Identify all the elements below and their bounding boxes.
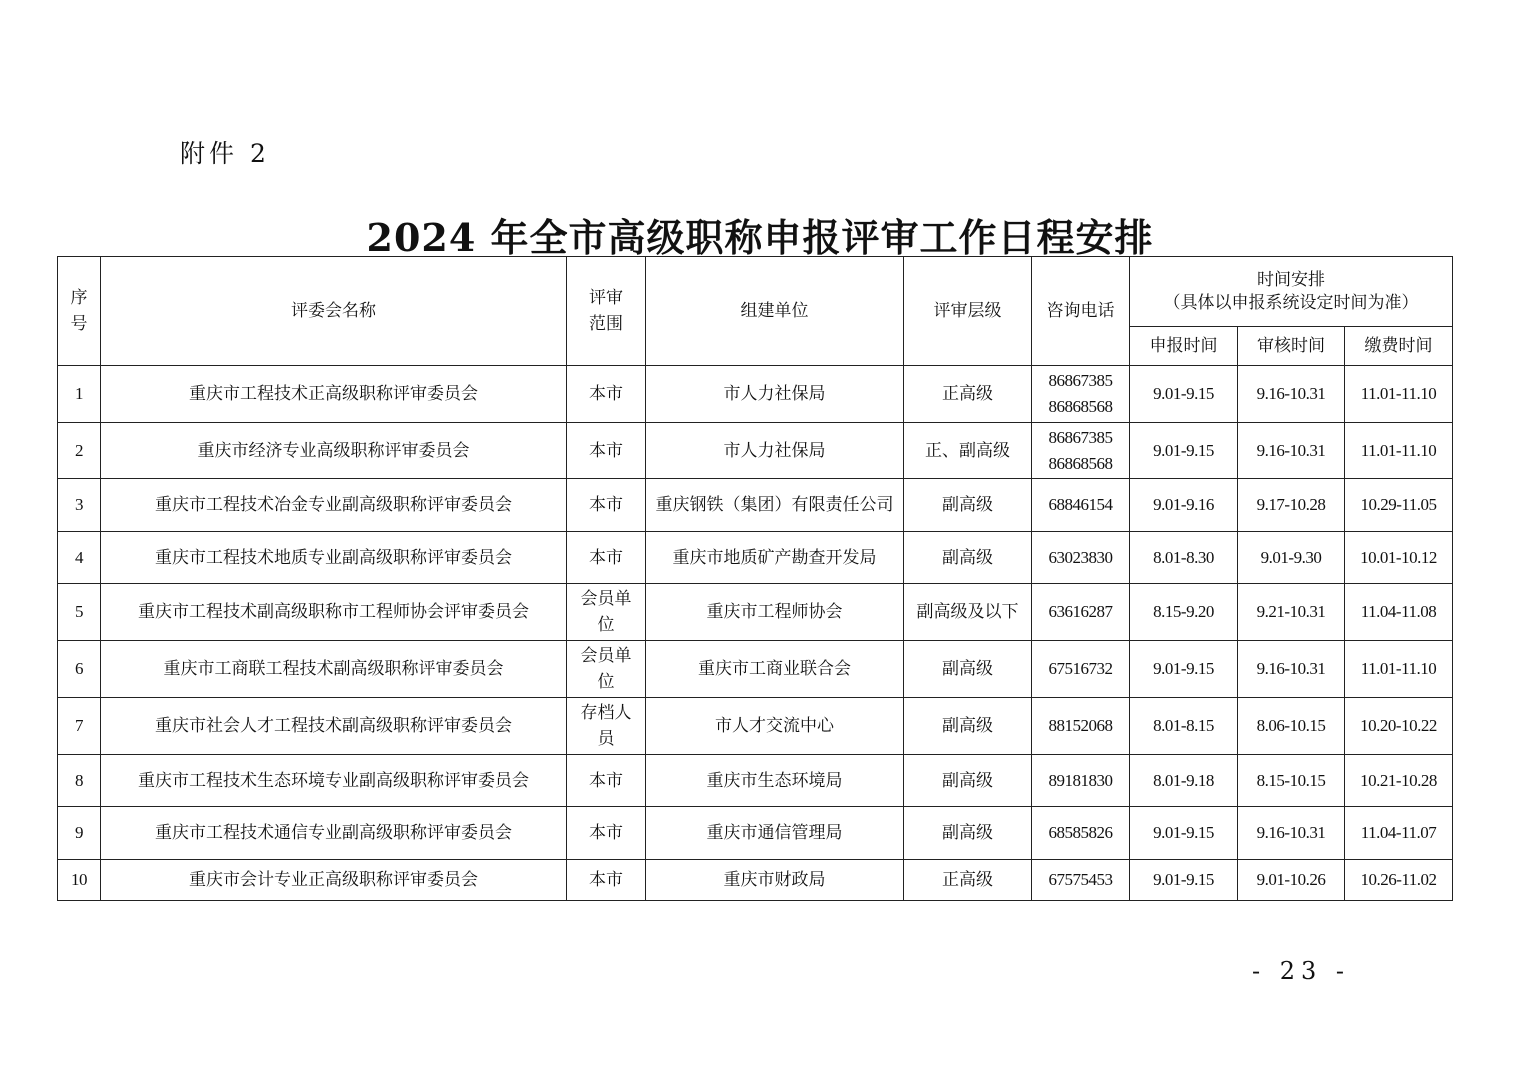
phone-number: 63616287	[1048, 602, 1113, 621]
cell-committee: 重庆市社会人才工程技术副高级职称评审委员会	[101, 698, 567, 755]
cell-pay: 11.01-11.10	[1345, 641, 1453, 698]
phone-number: 86868568	[1048, 453, 1113, 473]
table-row	[58, 807, 1453, 860]
cell-org: 重庆市工程师协会	[646, 584, 904, 641]
cell-seq: 2	[58, 423, 101, 479]
cell-apply: 9.01-9.15	[1130, 366, 1238, 423]
cell-phone	[1032, 755, 1130, 807]
cell-committee: 重庆市工程技术生态环境专业副高级职称评审委员会	[101, 755, 567, 807]
phone-number: 89181830	[1048, 770, 1113, 790]
cell-phone	[1032, 641, 1130, 698]
cell-phone	[1032, 532, 1130, 584]
header-level: 评审层级	[904, 257, 1032, 366]
cell-seq: 3	[58, 479, 101, 532]
cell-committee: 重庆市工程技术地质专业副高级职称评审委员会	[101, 532, 567, 584]
cell-org: 重庆市财政局	[646, 860, 904, 901]
cell-phone	[1032, 423, 1130, 479]
cell-org: 重庆市通信管理局	[646, 807, 904, 860]
cell-level: 副高级	[904, 807, 1032, 860]
header-seq: 序号	[58, 257, 101, 366]
header-schedule-title: 时间安排	[1257, 269, 1325, 290]
page-number: - 23 -	[1252, 957, 1351, 985]
cell-seq: 8	[58, 755, 101, 807]
cell-scope	[567, 584, 646, 641]
cell-scope	[567, 366, 646, 423]
header-review: 审核时间	[1238, 327, 1345, 366]
cell-pay: 10.21-10.28	[1345, 755, 1453, 807]
table-row	[58, 584, 1453, 641]
table-row	[58, 532, 1453, 584]
cell-review: 9.16-10.31	[1238, 807, 1345, 860]
cell-apply: 9.01-9.15	[1130, 641, 1238, 698]
phone-number: 86867385	[1048, 427, 1113, 447]
cell-apply: 8.01-8.15	[1130, 698, 1238, 755]
cell-scope	[567, 479, 646, 532]
cell-pay: 11.01-11.10	[1345, 423, 1453, 479]
cell-review: 9.16-10.31	[1238, 423, 1345, 479]
phone-number: 68846154	[1048, 495, 1113, 514]
table-row	[58, 755, 1453, 807]
cell-scope-text: 本市	[589, 823, 623, 843]
cell-apply: 9.01-9.15	[1130, 423, 1238, 479]
cell-seq: 7	[58, 698, 101, 755]
header-scope: 评审范围	[567, 257, 646, 366]
cell-scope-text: 本市	[589, 547, 623, 568]
cell-org: 重庆市地质矿产勘查开发局	[646, 532, 904, 584]
cell-scope	[567, 698, 646, 755]
cell-org: 市人力社保局	[646, 366, 904, 423]
cell-phone	[1032, 584, 1130, 641]
header-phone: 咨询电话	[1032, 257, 1130, 366]
cell-scope	[567, 532, 646, 584]
cell-level: 正、副高级	[904, 423, 1032, 479]
cell-pay: 10.01-10.12	[1345, 532, 1453, 584]
cell-review: 9.17-10.28	[1238, 479, 1345, 532]
cell-level: 副高级	[904, 755, 1032, 807]
cell-phone	[1032, 698, 1130, 755]
header-schedule	[1130, 257, 1453, 327]
phone-number: 88152068	[1048, 716, 1113, 735]
cell-phone	[1032, 366, 1130, 423]
cell-review: 8.15-10.15	[1238, 755, 1345, 807]
cell-seq: 4	[58, 532, 101, 584]
table-row	[58, 366, 1453, 423]
cell-review: 9.21-10.31	[1238, 584, 1345, 641]
cell-scope	[567, 641, 646, 698]
cell-level: 副高级	[904, 479, 1032, 532]
phone-number: 86867385	[1048, 371, 1113, 390]
cell-scope-text: 会员单位	[580, 646, 632, 692]
table-row	[58, 698, 1453, 755]
cell-seq: 1	[58, 366, 101, 423]
phone-number: 67575453	[1048, 870, 1113, 889]
cell-scope	[567, 807, 646, 860]
cell-level: 副高级	[904, 532, 1032, 584]
phone-number: 86868568	[1048, 397, 1113, 416]
cell-org: 重庆市工商业联合会	[646, 641, 904, 698]
header-org: 组建单位	[646, 257, 904, 366]
cell-scope	[567, 755, 646, 807]
cell-level: 副高级	[904, 641, 1032, 698]
schedule-table	[57, 256, 1453, 901]
cell-scope-text: 本市	[589, 384, 623, 404]
table-row	[58, 479, 1453, 532]
header-pay: 缴费时间	[1345, 327, 1453, 366]
cell-review: 9.16-10.31	[1238, 366, 1345, 423]
cell-committee: 重庆市工程技术正高级职称评审委员会	[101, 366, 567, 423]
cell-pay: 11.04-11.08	[1345, 584, 1453, 641]
cell-review: 9.01-9.30	[1238, 532, 1345, 584]
cell-committee: 重庆市会计专业正高级职称评审委员会	[101, 860, 567, 901]
cell-scope-text: 本市	[589, 495, 623, 515]
cell-pay: 10.29-11.05	[1345, 479, 1453, 532]
cell-review: 9.16-10.31	[1238, 641, 1345, 698]
cell-apply: 9.01-9.15	[1130, 860, 1238, 901]
page-title: 2024 年全市高级职称申报评审工作日程安排	[366, 215, 1154, 260]
cell-committee: 重庆市工商联工程技术副高级职称评审委员会	[101, 641, 567, 698]
header-schedule-note: （具体以申报系统设定时间为准）	[1163, 292, 1419, 313]
cell-apply: 9.01-9.16	[1130, 479, 1238, 532]
cell-phone	[1032, 479, 1130, 532]
header-committee: 评委会名称	[101, 257, 567, 366]
cell-committee: 重庆市工程技术通信专业副高级职称评审委员会	[101, 807, 567, 860]
table-row	[58, 641, 1453, 698]
cell-org: 重庆市生态环境局	[646, 755, 904, 807]
cell-pay: 11.01-11.10	[1345, 366, 1453, 423]
cell-committee: 重庆市经济专业高级职称评审委员会	[101, 423, 567, 479]
cell-level: 副高级及以下	[904, 584, 1032, 641]
cell-committee: 重庆市工程技术冶金专业副高级职称评审委员会	[101, 479, 567, 532]
table-row	[58, 860, 1453, 901]
cell-org: 重庆钢铁（集团）有限责任公司	[646, 479, 904, 532]
phone-number: 63023830	[1048, 547, 1113, 567]
cell-seq: 9	[58, 807, 101, 860]
cell-level: 副高级	[904, 698, 1032, 755]
cell-scope-text: 存档人员	[580, 703, 632, 749]
table-row	[58, 423, 1453, 479]
cell-level: 正高级	[904, 860, 1032, 901]
phone-number: 68585826	[1048, 823, 1113, 842]
table-body	[58, 366, 1453, 901]
cell-scope-text: 本市	[589, 440, 623, 461]
cell-pay: 10.20-10.22	[1345, 698, 1453, 755]
header-apply: 申报时间	[1130, 327, 1238, 366]
cell-org: 市人才交流中心	[646, 698, 904, 755]
cell-apply: 9.01-9.15	[1130, 807, 1238, 860]
cell-scope-text: 本市	[589, 770, 623, 791]
cell-phone	[1032, 860, 1130, 901]
cell-apply: 8.01-9.18	[1130, 755, 1238, 807]
cell-pay: 10.26-11.02	[1345, 860, 1453, 901]
cell-scope-text: 本市	[589, 870, 623, 890]
cell-org: 市人力社保局	[646, 423, 904, 479]
cell-review: 8.06-10.15	[1238, 698, 1345, 755]
cell-phone	[1032, 807, 1130, 860]
phone-number: 67516732	[1048, 659, 1113, 678]
cell-apply: 8.01-8.30	[1130, 532, 1238, 584]
cell-scope	[567, 860, 646, 901]
cell-seq: 6	[58, 641, 101, 698]
cell-scope	[567, 423, 646, 479]
cell-committee: 重庆市工程技术副高级职称市工程师协会评审委员会	[101, 584, 567, 641]
attachment-label: 附件 2	[180, 139, 270, 168]
cell-pay: 11.04-11.07	[1345, 807, 1453, 860]
cell-scope-text: 会员单位	[580, 589, 632, 635]
cell-seq: 5	[58, 584, 101, 641]
cell-seq: 10	[58, 860, 101, 901]
cell-review: 9.01-10.26	[1238, 860, 1345, 901]
cell-apply: 8.15-9.20	[1130, 584, 1238, 641]
cell-level: 正高级	[904, 366, 1032, 423]
